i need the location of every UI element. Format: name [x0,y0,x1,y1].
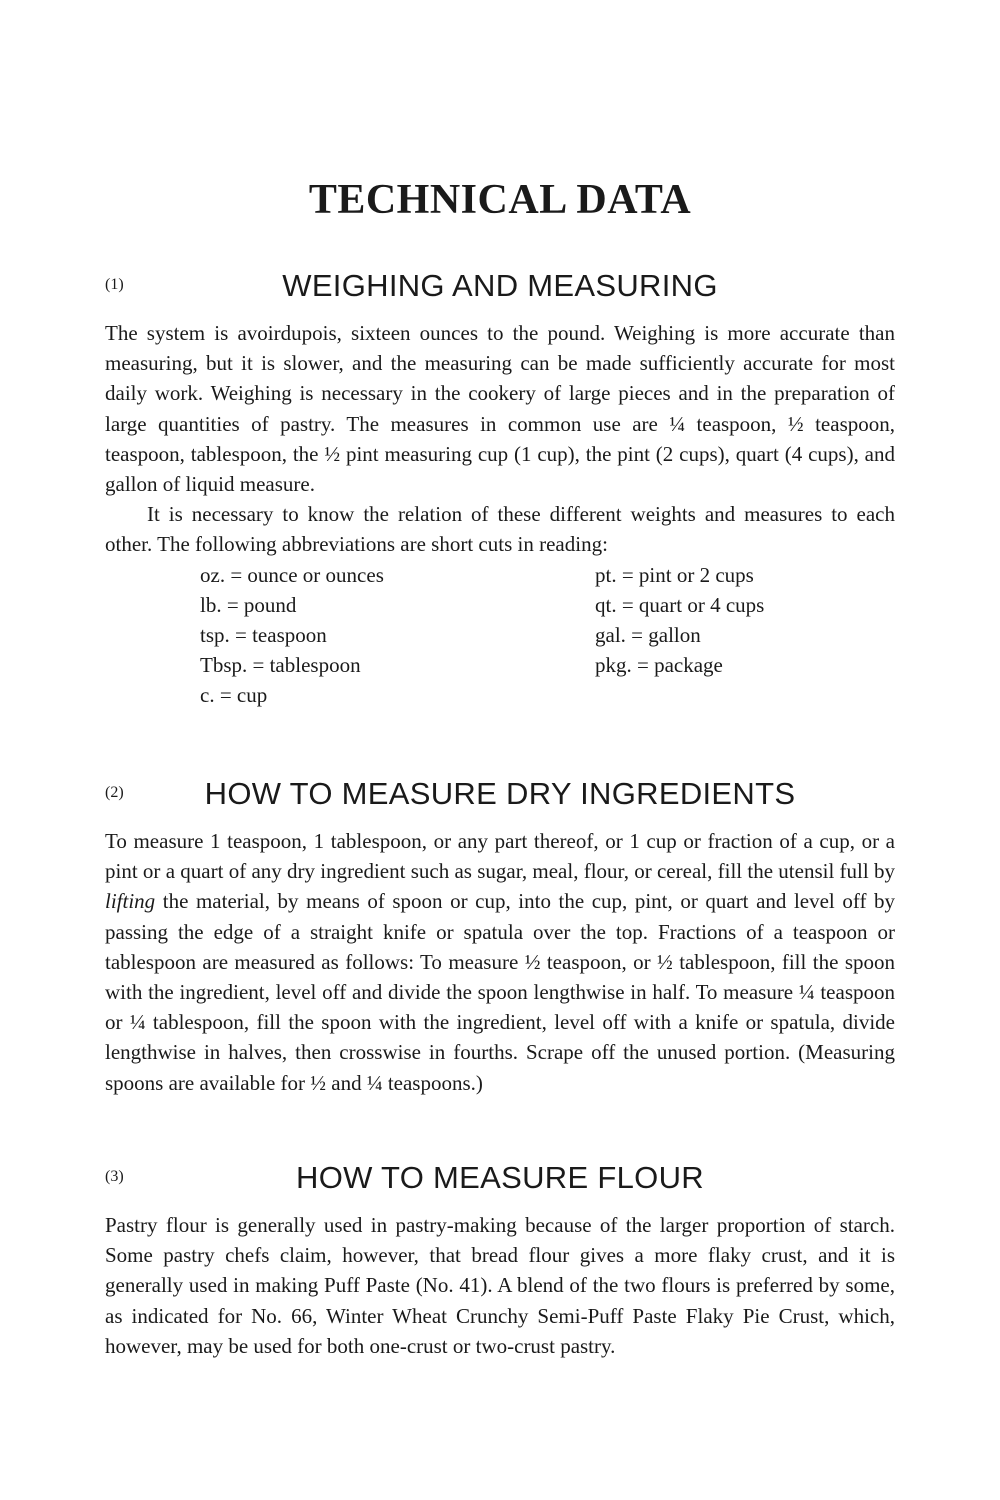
section-heading: WEIGHING AND MEASURING [282,268,718,303]
section-paragraph [105,826,895,1098]
section-header [105,776,895,826]
section-number: (1) [105,276,124,293]
abbreviation-item: qt. = quart or 4 cups [595,592,765,617]
section-weighing-and-measuring [105,268,895,710]
section-measure-flour [105,1160,895,1361]
abbreviation-item: tsp. = teaspoon [200,623,327,648]
section-header [105,1160,895,1210]
emphasis-text: lifting [105,889,156,914]
paragraph-text: To measure 1 teaspoon, 1 tablespoon, or any part thereof, or 1 cup or fraction of a cup, or a pint or a quart of any dry ingredient such as sugar, meal, flour, or cereal, fill the utensil full by [105,829,895,884]
abbreviation-column-right [595,560,764,681]
section-heading: HOW TO MEASURE FLOUR [296,1160,704,1195]
section-header [105,268,895,318]
abbreviation-item: lb. = pound [200,592,297,617]
paragraph-text: the material, by means of spoon or cup, into the cup, pint, or quart and level off by passing the edge of a straight knife or spatula over the top. Fractions of a teaspoon or tablespoon are measured as follows: To measure ½ teaspoon, or ½ tablespoon, fill the spoon with the ingredient, level off and divide the spoon lengthwise in half. To measure ¼ teaspoon or ¼ tablespoon, fill the spoon with the ingredient, level off with a knife or spatula, divide lengthwise in halves, then crosswise in fourths. Scrape off the unused portion. (Measuring spoons are available for ½ and ¼ teaspoons.) [105,889,895,1095]
abbreviation-item: oz. = ounce or ounces [200,562,384,587]
abbreviation-item: c. = cup [200,683,268,708]
section-paragraph: It is necessary to know the relation of these different weights and measures to each other. The following abbreviations are short cuts in reading: [105,502,895,557]
abbreviation-list [105,560,895,710]
section-paragraph: Pastry flour is generally used in pastry-making because of the larger proportion of starch. Some pastry chefs claim, however, that bread flour gives a more flaky crust, and it is generally used in making Puff Paste (No. 41). A blend of the two flours is preferred by some, as indicated for No. 66, Winter Wheat Crunchy Semi-Puff Paste Flaky Pie Crust, which, however, may be used for both one-crust or two-crust pastry. [105,1213,895,1358]
abbreviation-item: pt. = pint or 2 cups [595,562,754,587]
section-paragraph: The system is avoirdupois, sixteen ounces to the pound. Weighing is more accurate than measuring, but it is slower, and the measuring can be made sufficiently accurate for most daily work. Weighing is necessary in the cookery of large pieces and in the preparation of large quantities of pastry. The measures in common use are ¼ teaspoon, ½ teaspoon, teaspoon, tablespoon, the ½ pint measuring cup (1 cup), the pint (2 cups), quart (4 cups), and gallon of liquid measure. [105,321,895,497]
abbreviation-item: gal. = gallon [595,623,701,648]
page-title: TECHNICAL DATA [308,177,692,223]
section-measure-dry-ingredients [105,776,895,1098]
abbreviation-item: pkg. = package [595,653,723,678]
section-number: (2) [105,784,124,801]
abbreviation-column-left [200,560,384,711]
abbreviation-item: Tbsp. = tablespoon [200,653,361,678]
section-number: (3) [105,1168,124,1185]
section-heading: HOW TO MEASURE DRY INGREDIENTS [204,776,796,811]
